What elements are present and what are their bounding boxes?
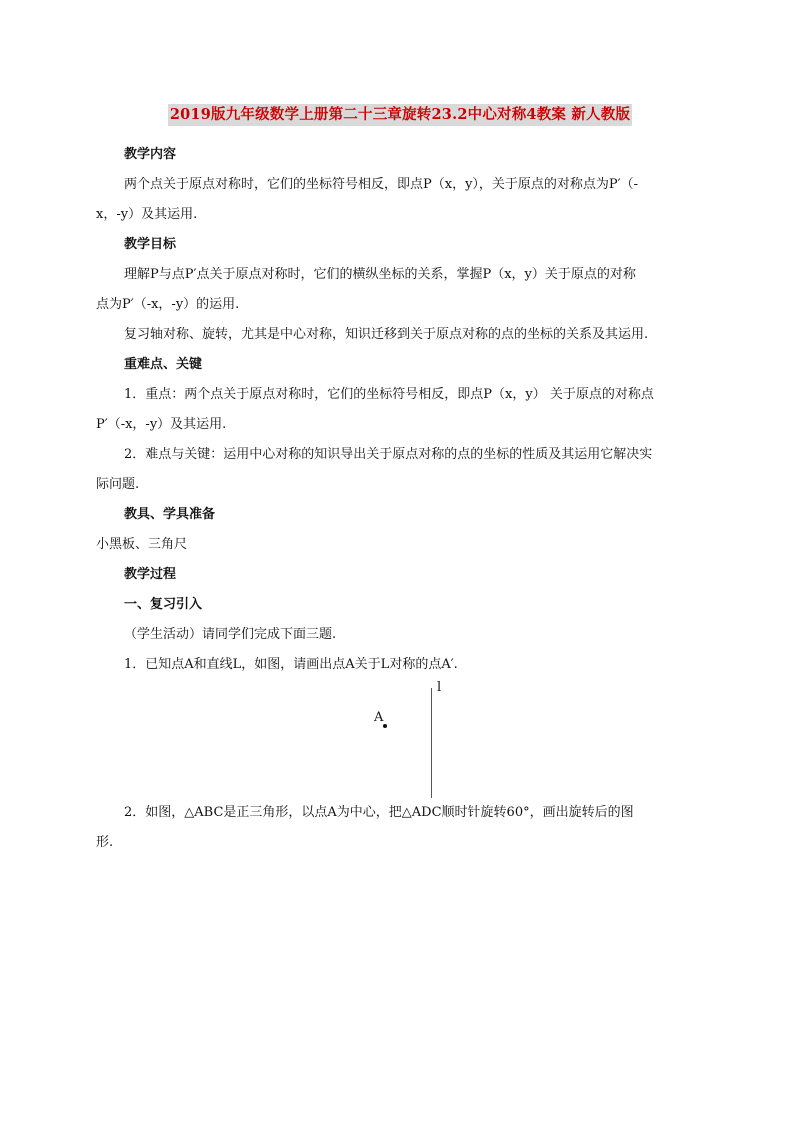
heading-teaching-content: 教学内容 (124, 147, 177, 162)
paragraph-objectives-review: 复习轴对称、旋转，尤其是中心对称，知识迁移到关于原点对称的点的坐标的关系及其运用. (124, 327, 649, 342)
question-2-line2: 形. (96, 835, 114, 850)
heading-key-points: 重难点、关键 (124, 357, 203, 372)
paragraph-content-line1: 两个点关于原点对称时，它们的坐标符号相反，即点P（x，y），关于原点的对称点为P′（- (124, 177, 639, 192)
question-2-line1: 2．如图，△ABC是正三角形，以点A为中心，把△ADC顺时针旋转60°，画出旋转后的图 (124, 805, 634, 820)
key-point-2-line1: 2．难点与关键：运用中心对称的知识导出关于原点对称的点的坐标的性质及其运用它解决实 (124, 447, 653, 462)
title-area (0, 104, 800, 126)
question-1: 1．已知点A和直线L，如图，请画出点A关于L对称的点A′. (124, 657, 458, 672)
point-a-dot (383, 724, 387, 728)
document-title: 2019版九年级数学上册第二十三章旋转23.2中心对称4教案 新人教版 (168, 104, 632, 126)
paragraph-tools: 小黑板、三角尺 (96, 537, 188, 552)
key-point-1-line2: P′（-x，-y）及其运用. (96, 417, 227, 432)
subheading-review: 一、复习引入 (124, 597, 203, 612)
paragraph-content-line2: x，-y）及其运用. (96, 207, 198, 222)
point-a-label: A (374, 710, 384, 725)
line-l-label: l (437, 680, 442, 695)
document-body (96, 140, 706, 858)
heading-teaching-objectives: 教学目标 (124, 237, 177, 252)
key-point-1-line1: 1．重点：两个点关于原点对称时，它们的坐标符号相反，即点P（x，y） 关于原点的对称点 (124, 387, 654, 402)
line-l (431, 688, 432, 798)
paragraph-activity: （学生活动）请同学们完成下面三题. (124, 627, 337, 642)
paragraph-objectives-line2: 点为P′（-x，-y）的运用. (96, 297, 240, 312)
reflection-figure (96, 680, 706, 798)
key-point-2-line2: 际问题. (96, 477, 140, 492)
paragraph-objectives-line1: 理解P与点P′点关于原点对称时，它们的横纵坐标的关系，掌握P（x，y）关于原点的对称 (124, 267, 636, 282)
heading-teaching-process: 教学过程 (124, 567, 177, 582)
heading-tools: 教具、学具准备 (124, 507, 216, 522)
